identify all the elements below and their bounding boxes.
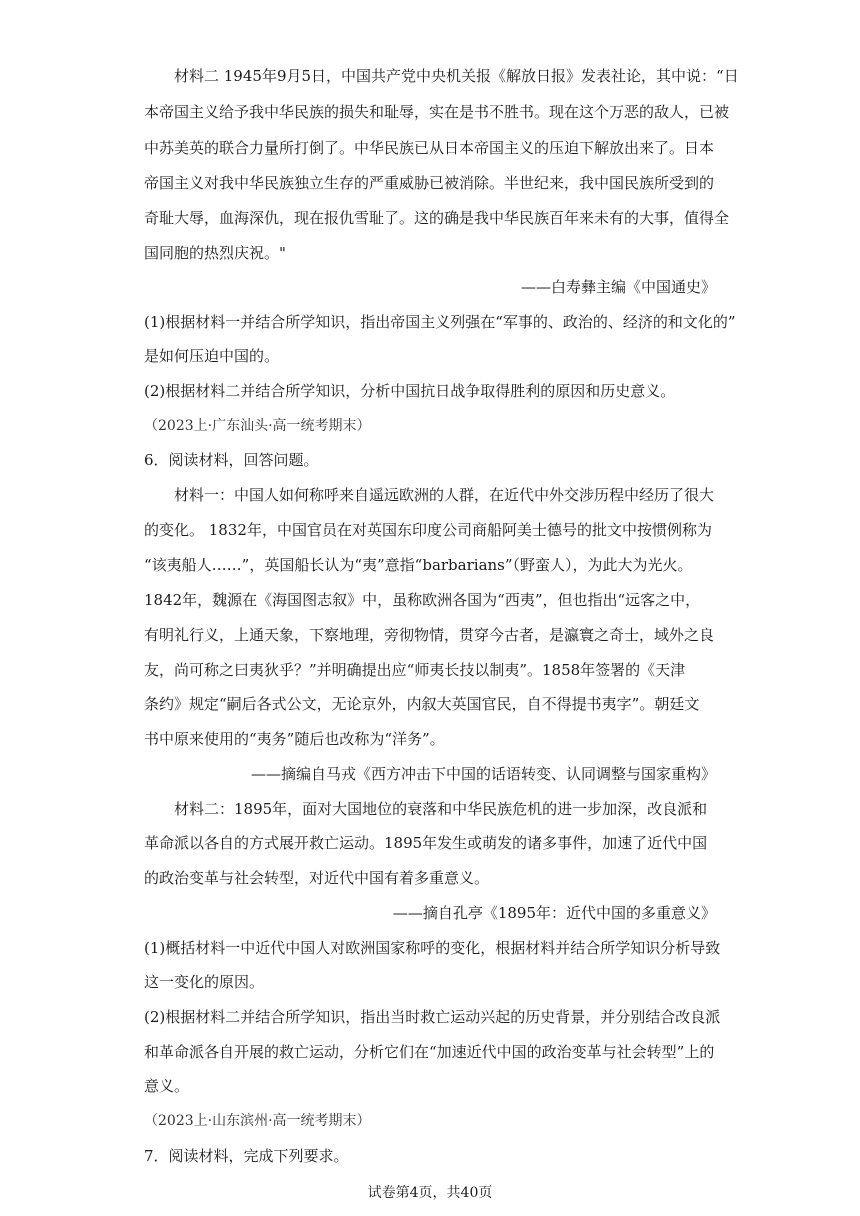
material2-line: 的政治变革与社会转型，对近代中国有着多重意义。 [144, 869, 490, 887]
subquestion-line: 意义。 [144, 1077, 190, 1095]
question-heading: 7．阅读材料，完成下列要求。 [144, 1147, 349, 1165]
subquestion-line: 这一变化的原因。 [144, 973, 265, 991]
material1-line: “该夷船人……”，英国船长认为“夷”意指“barbarians”（野蛮人），为此大为光火。 [144, 556, 693, 574]
material1-line: 友，尚可称之曰夷狄乎？”并明确提出应“师夷长技以制夷”。1858年签署的《天津 [144, 661, 686, 679]
subquestion-line: (2)根据材料二并结合所学知识，分析中国抗日战争取得胜利的原因和历史意义。 [144, 382, 676, 400]
citation: ——白寿彝主编《中国通史》 [520, 278, 716, 296]
question-heading: 6．阅读材料，回答问题。 [144, 451, 319, 469]
question-source: （2023上·山东滨州·高一统考期末） [144, 1113, 371, 1129]
subquestion-line: 和革命派各自开展的救亡运动，分析它们在“加速近代中国的政治变革与社会转型”上的 [144, 1043, 715, 1061]
material2-line: 国同胞的热烈庆祝。" [144, 244, 286, 262]
material1-line: 条约》规定“嗣后各式公文，无论京外，内叙大英国官民，自不得提书夷字”。朝廷文 [144, 695, 700, 713]
material1-line: 的变化。 1832年，中国官员在对英国东印度公司商船阿美士德号的批文中按惯例称为 [144, 521, 712, 539]
citation: ——摘自孔亭《1895年：近代中国的多重意义》 [392, 904, 716, 922]
page-footer: 试卷第4页，共40页 [367, 1185, 493, 1201]
material1-line: 材料一：中国人如何称呼来自遥远欧洲的人群，在近代中外交涉历程中经历了很大 [174, 486, 715, 504]
material2-line: 材料二 1945年9月5日，中国共产党中央机关报《解放日报》发表社论，其中说：“日 [174, 67, 739, 85]
material1-line: 1842年，魏源在《海国图志叙》中，虽称欧洲各国为“西夷”，但也指出“远客之中， [144, 591, 701, 609]
subquestion-line: (2)根据材料二并结合所学知识，指出当时救亡运动兴起的历史背景，并分别结合改良派 [144, 1008, 721, 1026]
question-source: （2023上·广东汕头·高一统考期末） [144, 418, 371, 434]
material2-line: 帝国主义对我中华民族独立生存的严重威胁已被消除。半世纪来，我中国民族所受到的 [144, 174, 715, 192]
material2-line: 奇耻大辱，血海深仇，现在报仇雪耻了。这的确是我中华民族百年来未有的大事，值得全 [144, 209, 730, 227]
subquestion-line: 是如何压迫中国的。 [144, 347, 280, 365]
material1-line: 书中原来使用的“夷务”随后也改称为“洋务”。 [144, 730, 445, 748]
material2-line: 材料二：1895年，面对大国地位的衰落和中华民族危机的进一步加深，改良派和 [174, 800, 708, 818]
material2-line: 革命派以各自的方式展开救亡运动。1895年发生或萌发的诸多事件，加速了近代中国 [144, 834, 708, 852]
material2-line: 本帝国主义给予我中华民族的损失和耻辱，实在是书不胜书。现在这个万恶的敌人，已被 [144, 103, 730, 121]
material1-line: 有明礼行义，上通天象，下察地理，旁彻物情，贯穿今古者，是瀛寰之奇士，域外之良 [144, 626, 715, 644]
material2-line: 中苏美英的联合力量所打倒了。中华民族已从日本帝国主义的压迫下解放出来了。日本 [144, 139, 715, 157]
subquestion-line: (1)根据材料一并结合所学知识，指出帝国主义列强在“军事的、政治的、经济的和文化的” [144, 313, 736, 331]
subquestion-line: (1)概括材料一中近代中国人对欧洲国家称呼的变化，根据材料并结合所学知识分析导致 [144, 939, 721, 957]
citation: ——摘编自马戎《西方冲击下中国的话语转变、认同调整与国家重构》 [250, 765, 716, 783]
